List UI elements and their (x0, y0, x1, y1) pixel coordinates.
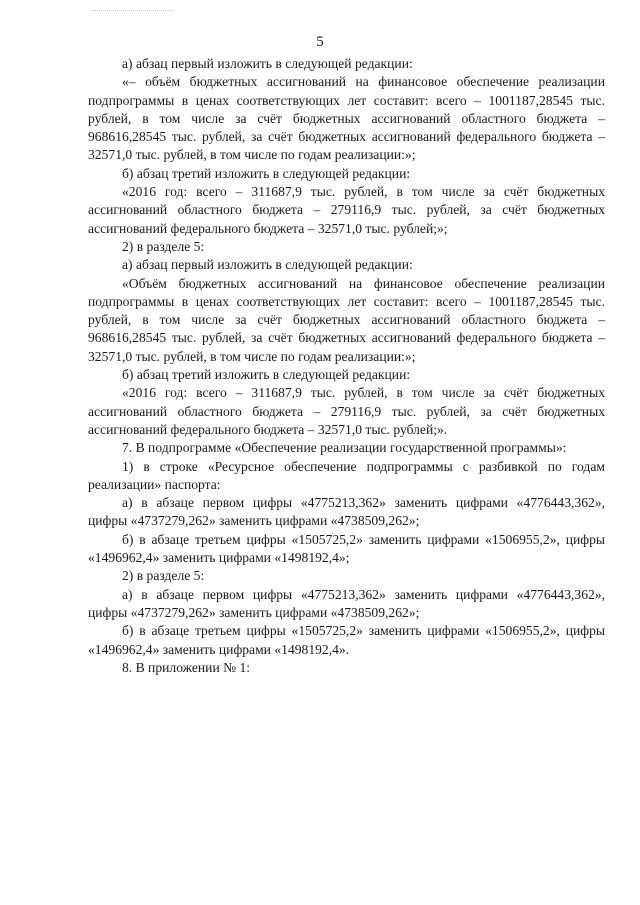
paragraph: 2) в разделе 5: (122, 568, 205, 584)
scan-artifact (92, 10, 172, 13)
paragraph: 1) в строке «Ресурсное обеспечение подпрограммы с разбивкой по годам реализации» паспорта: (88, 458, 605, 492)
paragraph: «2016 год: всего – 311687,9 тыс. рублей, в том числе за счёт бюджетных ассигнований областного бюджета – 279116,9 тыс. рублей, за счёт бюджетных ассигнований федерального бюджета – 32571,0 тыс. рублей;». (88, 385, 605, 437)
paragraph: «Объём бюджетных ассигнований на финансовое обеспечение реализации подпрограммы в ценах соответствующих лет составит: всего – 1001187,28545 тыс. рублей, в том числе за счёт бюджетных ассигнований областного бюджета – 968616,28545 тыс. рублей, за счёт бюджетных ассигнований федерального бюджета – 32571,0 тыс. рублей, в том числе по годам реализации:»; (88, 275, 605, 364)
paragraph: б) в абзаце третьем цифры «1505725,2» заменить цифрами «1506955,2», цифры «1496962,4» заменить цифрами «1498192,4». (88, 623, 605, 657)
paragraph: б) абзац третий изложить в следующей редакции: (122, 367, 411, 383)
paragraph: б) абзац третий изложить в следующей редакции: (122, 165, 411, 181)
paragraph: 8. В приложении № 1: (122, 659, 251, 675)
paragraph: а) абзац первый изложить в следующей редакции: (122, 257, 413, 273)
document-body (88, 55, 605, 677)
page-number: 5 (316, 34, 324, 50)
paragraph: а) в абзаце первом цифры «4775213,362» заменить цифрами «4776443,362», цифры «4737279,262» заменить цифрами «4738509,262»; (88, 586, 605, 620)
paragraph: 7. В подпрограмме «Обеспечение реализации государственной программы»: (122, 440, 567, 456)
paragraph: а) абзац первый изложить в следующей редакции: (122, 56, 413, 71)
paragraph: а) в абзаце первом цифры «4775213,362» заменить цифрами «4776443,362», цифры «4737279,262» заменить цифрами «4738509,262»; (88, 495, 605, 529)
paragraph: «– объём бюджетных ассигнований на финансовое обеспечение реализации подпрограммы в ценах соответствующих лет составит: всего – 1001187,28545 тыс. рублей, в том числе за счёт бюджетных ассигнований областного бюджета – 968616,28545 тыс. рублей, за счёт бюджетных ассигнований федерального бюджета – 32571,0 тыс. рублей, в том числе по годам реализации:»; (88, 74, 605, 163)
paragraph: «2016 год: всего – 311687,9 тыс. рублей, в том числе за счёт бюджетных ассигнований областного бюджета – 279116,9 тыс. рублей, за счёт бюджетных ассигнований федерального бюджета – 32571,0 тыс. рублей;»; (88, 184, 605, 236)
paragraph: 2) в разделе 5: (122, 238, 205, 254)
paragraph: б) в абзаце третьем цифры «1505725,2» заменить цифрами «1506955,2», цифры «1496962,4» заменить цифрами «1498192,4»; (88, 531, 605, 566)
